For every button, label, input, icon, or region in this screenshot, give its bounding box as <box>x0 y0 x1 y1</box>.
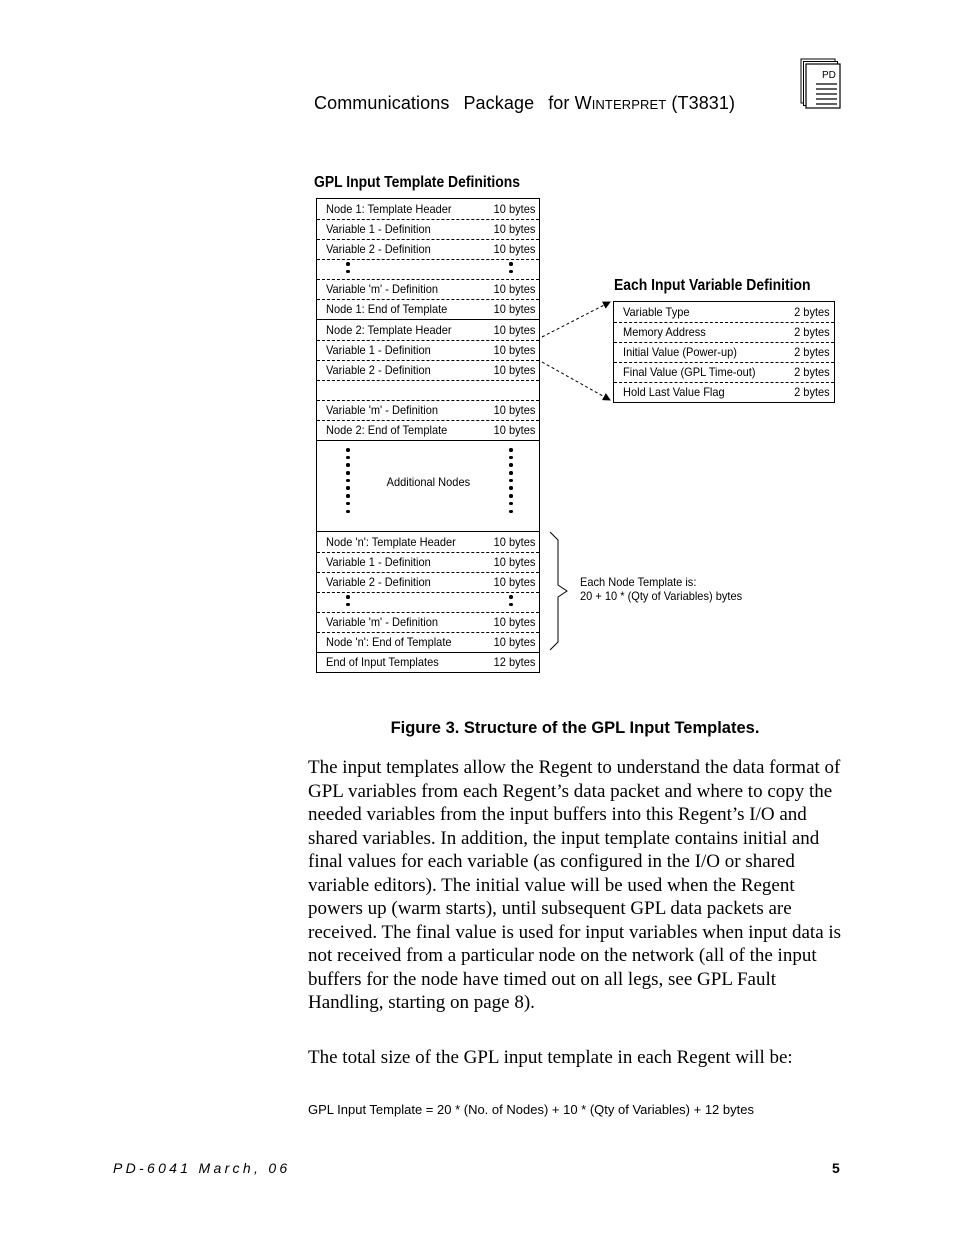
table-row: Variable 1 - Definition 10 bytes <box>326 555 535 569</box>
table-row: Variable 2 - Definition 10 bytes <box>326 363 535 377</box>
table-row: Variable 1 - Definition 10 bytes <box>326 343 535 357</box>
table-row: Node 'n': Template Header 10 bytes <box>326 535 535 549</box>
arrow-to-variable-table-bottom <box>542 362 610 400</box>
header-word-communications: Communications <box>314 93 450 113</box>
header-word-package: Package <box>463 93 535 113</box>
footer-doc-id: PD-6041 March, 06 <box>113 1160 291 1176</box>
page-number: 5 <box>832 1160 840 1176</box>
table-row: End of Input Templates 12 bytes <box>326 655 535 669</box>
template-size-formula: GPL Input Template = 20 * (No. of Nodes) + 10 * (Qty of Variables) + 12 bytes <box>308 1102 754 1117</box>
additional-nodes-label: Additional Nodes <box>386 475 470 489</box>
node-template-note <box>580 575 742 603</box>
header-product-code: (T3831) <box>671 93 736 113</box>
header-word-interpret: interpret <box>591 93 667 113</box>
node-template-brace <box>550 532 567 650</box>
table-row: Variable 2 - Definition 10 bytes <box>326 575 535 589</box>
header-word-for: for W <box>548 93 592 113</box>
table-row: Initial Value (Power-up) 2 bytes <box>623 345 830 359</box>
table-row: Hold Last Value Flag 2 bytes <box>623 385 830 399</box>
table-row: Variable 2 - Definition 10 bytes <box>326 242 535 256</box>
table-row: Node 1: End of Template 10 bytes <box>326 302 535 316</box>
table-row: Variable Type 2 bytes <box>623 305 830 319</box>
body-paragraph-1: The input templates allow the Regent to understand the data format of GPL variables from each Regent’s data packet and where to copy the needed variables from the input buffers into this Regent’s I/O and shared variables. In addition, the input template contains initial and final values for each variable (as configured in the I/O or shared variable editors). The initial value will be used when the Regent powers up (warm starts), until subsequent GPL data packets are received. The final value is used for input variables when input data is not received from a particular node on the network (all of the input buffers for the node have timed out on all legs, see GPL Fault Handling, starting on page 8). <box>308 757 842 1013</box>
body-paragraph-2: The total size of the GPL input template in each Regent will be: <box>308 1047 793 1068</box>
table-row: Node 2: Template Header 10 bytes <box>326 323 535 337</box>
table-row: Node 1: Template Header 10 bytes <box>326 202 535 216</box>
variable-table-title: Each Input Variable Definition <box>614 277 811 294</box>
node-note-line2: 20 + 10 * (Qty of Variables) bytes <box>580 589 743 603</box>
table-row: Memory Address 2 bytes <box>623 325 830 339</box>
main-table-title: GPL Input Template Definitions <box>314 174 520 191</box>
figure-caption: Figure 3. Structure of the GPL Input Templates. <box>390 719 760 737</box>
table-row: Node 2: End of Template 10 bytes <box>326 423 535 437</box>
arrow-to-variable-table-top <box>542 302 610 337</box>
table-row: Variable 'm' - Definition 10 bytes <box>326 615 535 629</box>
logo-text: PD <box>822 70 836 81</box>
table-row: Final Value (GPL Time-out) 2 bytes <box>623 365 830 379</box>
table-row: Variable 'm' - Definition 10 bytes <box>326 282 535 296</box>
table-row: Variable 1 - Definition 10 bytes <box>326 222 535 236</box>
table-row: Node 'n': End of Template 10 bytes <box>326 635 535 649</box>
node-note-line1: Each Node Template is: <box>580 575 697 589</box>
table-row: Variable 'm' - Definition 10 bytes <box>326 403 535 417</box>
